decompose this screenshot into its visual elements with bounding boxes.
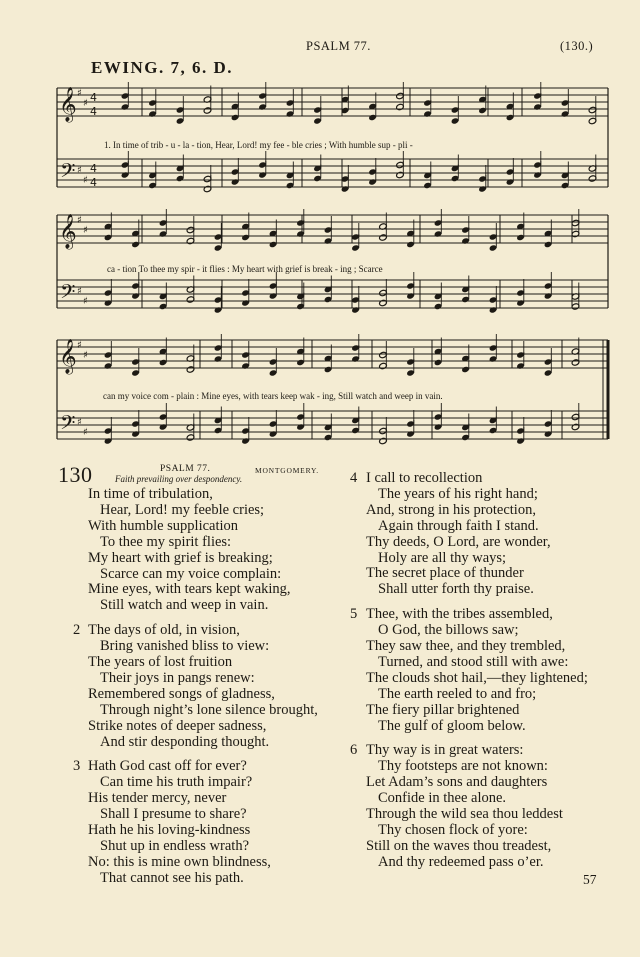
svg-text:4: 4 — [90, 176, 97, 189]
verse-line: Scarce can my voice complain: — [100, 565, 282, 582]
verse-line: Thy deeds, O Lord, are wonder, — [366, 533, 551, 550]
verse-line: The earth reeled to and fro; — [378, 685, 537, 702]
verse-line: Bring vanished bliss to view: — [100, 638, 270, 655]
svg-text:♯: ♯ — [77, 165, 82, 176]
page-number: 57 — [583, 872, 597, 887]
verse-line: Thy chosen flock of yore: — [378, 821, 528, 838]
verse-line: The days of old, in vision, — [88, 622, 240, 639]
verse-line: Strike notes of deeper sadness, — [88, 717, 267, 734]
verse-line: And, strong in his protection, — [366, 501, 536, 518]
verse-line: Shall utter forth thy praise. — [378, 581, 534, 598]
page-header-psalm: PSALM 77. — [306, 39, 371, 53]
svg-text:♯: ♯ — [77, 286, 82, 297]
svg-text:♯: ♯ — [83, 350, 88, 361]
svg-text:♯: ♯ — [77, 417, 82, 428]
svg-text:𝄞: 𝄞 — [59, 214, 77, 249]
tune-name: EWING. 7, 6. D. — [91, 58, 233, 77]
verse-line: Thee, with the tribes assembled, — [366, 606, 553, 623]
verse-line: His tender mercy, never — [88, 790, 227, 807]
verse-line: The gulf of gloom below. — [378, 717, 526, 734]
stanza-number: 4 — [350, 470, 358, 486]
verse-line: Confide in thee alone. — [378, 790, 507, 807]
verse-line: To thee my spirit flies: — [100, 533, 232, 550]
verse-line: Through night’s lone silence brought, — [100, 701, 318, 718]
verse-line: That cannot see his path. — [100, 869, 244, 886]
svg-text:4: 4 — [90, 162, 97, 175]
verse-line: Shut up in endless wrath? — [100, 837, 250, 854]
svg-text:𝄢: 𝄢 — [60, 411, 76, 439]
hymn-subtitle: Faith prevailing over despondency. — [115, 474, 243, 484]
svg-text:4: 4 — [90, 91, 97, 104]
svg-text:♯: ♯ — [77, 215, 82, 226]
verse-line: Turned, and stood still with awe: — [378, 653, 569, 670]
svg-text:𝄞: 𝄞 — [59, 339, 77, 374]
svg-text:𝄢: 𝄢 — [60, 159, 76, 187]
verse-line: O God, the billows saw; — [378, 622, 519, 639]
verse-line: Let Adam’s sons and daughters — [366, 774, 548, 791]
verse-line: Thy footsteps are not known: — [378, 758, 548, 775]
verse-line: Can time his truth impair? — [100, 774, 253, 791]
hymn-number: 130 — [58, 462, 93, 487]
verse-line: Shall I presume to share? — [100, 806, 247, 823]
verse-line: Holy are all thy ways; — [378, 549, 507, 566]
verse-line: Still on the waves thou treadest, — [366, 837, 552, 854]
svg-text:♯: ♯ — [83, 427, 88, 438]
verse-line: My heart with grief is breaking; — [88, 549, 273, 566]
svg-text:♯: ♯ — [83, 98, 88, 109]
lyric-line-1: 1. In time of trib - u - la - tion, Hear, Lord! my fee - ble cries ; With humble sup - pli - — [104, 140, 413, 150]
verse-line: I call to recollection — [366, 470, 483, 486]
verse-line: Still watch and weep in vain. — [100, 597, 269, 614]
svg-text:𝄞: 𝄞 — [59, 87, 77, 122]
stanza-number: 3 — [73, 758, 81, 775]
verse-line: The secret place of thunder — [366, 565, 524, 582]
svg-text:4: 4 — [90, 105, 97, 118]
verse-line: The fiery pillar brightened — [366, 701, 520, 718]
svg-text:♯: ♯ — [77, 88, 82, 99]
stanza-number: 5 — [350, 606, 358, 623]
hymn-author: MONTGOMERY. — [255, 466, 319, 475]
verse-line: Hath God cast off for ever? — [88, 758, 247, 775]
stanza-number: 6 — [350, 742, 358, 759]
verse-line: The years of his right hand; — [378, 485, 538, 502]
hymn-psalm-ref: PSALM 77. — [160, 464, 211, 474]
verse-line: Remembered songs of gladness, — [88, 685, 275, 702]
stanza-number: 2 — [73, 622, 81, 639]
verse-line: Hear, Lord! my feeble cries; — [100, 501, 265, 518]
svg-text:♯: ♯ — [83, 175, 88, 186]
svg-text:𝄢: 𝄢 — [60, 280, 76, 308]
verse-line: Again through faith I stand. — [378, 517, 539, 534]
svg-text:♯: ♯ — [83, 296, 88, 307]
verse-line: Mine eyes, with tears kept waking, — [88, 581, 291, 598]
verse-line: And stir desponding thought. — [100, 733, 270, 750]
svg-text:♯: ♯ — [83, 225, 88, 236]
verse-line: Their joys in pangs renew: — [100, 669, 255, 686]
svg-text:♯: ♯ — [77, 340, 82, 351]
verse-line: With humble supplication — [88, 517, 239, 534]
page-header-ref: (130.) — [560, 39, 594, 53]
verse-line: They saw thee, and they trembled, — [366, 638, 566, 654]
verse-line: In time of tribulation, — [88, 486, 213, 502]
lyric-line-2: ca - tion To thee my spir - it flies : My heart with grief is break - ing ; Scarce — [107, 264, 383, 274]
lyric-line-3: can my voice com - plain : Mine eyes, with tears keep wak - ing, Still watch and weep in vain. — [103, 391, 443, 401]
verse-line: The clouds shot hail,—they lightened; — [366, 669, 588, 686]
verse-line: Hath he his loving-kindness — [88, 822, 251, 838]
verse-line: The years of lost fruition — [88, 654, 233, 670]
verse-line: Through the wild sea thou leddest — [366, 806, 563, 822]
verse-line: And thy redeemed pass o’er. — [378, 853, 544, 870]
verse-line: No: this is mine own blindness, — [88, 853, 271, 870]
verse-line: Thy way is in great waters: — [366, 742, 524, 759]
